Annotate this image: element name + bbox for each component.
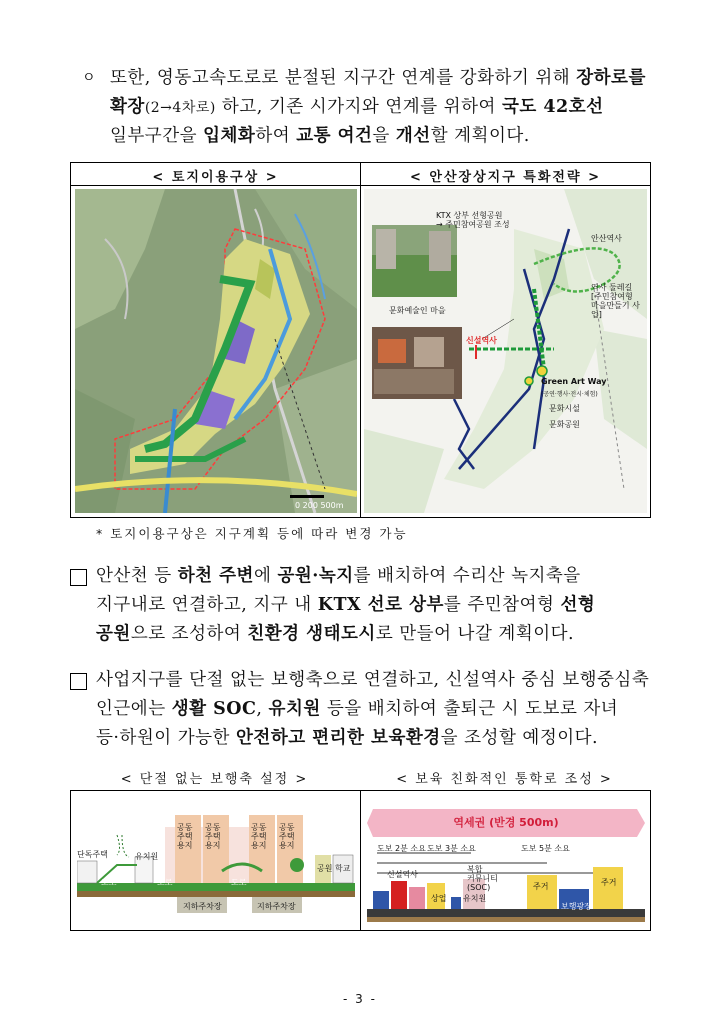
figure1-right-title: < 안산장상지구 특화전략 >	[410, 170, 601, 185]
label-complex-soc: 복합 커뮤니티 (SOC)	[467, 865, 498, 892]
label-road-3: 도로	[231, 878, 247, 887]
land-use-map	[75, 189, 357, 513]
label-green-art-way: Green Art Way	[541, 377, 607, 386]
label-new-station: 신설역사	[466, 336, 497, 345]
para1-line3: 일부구간을 입체화하여 교통 여건을 개선할 계획이다.	[110, 126, 530, 146]
figure-land-use	[70, 162, 651, 518]
map-scale-label: 0 200 500m	[295, 501, 344, 510]
para1-line2: 확장(2→4차로) 하고, 기존 시가지와 연계를 위하여 국도 42호선	[110, 97, 604, 117]
label-station: 안산역사	[591, 234, 622, 243]
label-kinder: 유치원	[135, 852, 159, 861]
label-apartment-2: 공동주택용지	[205, 823, 221, 850]
station-area-banner: 역세권 (반경 500m)	[453, 816, 559, 829]
label-ktx-park: KTX 상부 선형공원 → 주민참여공원 조성	[436, 211, 510, 229]
label-kinder: 유치원	[463, 894, 487, 903]
label-apartment-4: 공동주택용지	[279, 823, 295, 850]
label-house-2: 주거	[601, 878, 617, 887]
label-culture-park: 문화공원	[549, 420, 580, 429]
figure-note: * 토지이용구상은 지구계획 등에 따라 변경 가능	[96, 526, 408, 541]
label-walkway: 역사 둘레길 [주민참여형 마을만들기 사업]	[591, 283, 640, 319]
label-school: 학교	[335, 864, 351, 873]
figure-walkway	[70, 790, 651, 931]
label-art-village: 문화예술인 마을	[389, 306, 446, 315]
round-bullet: ㅇ	[82, 70, 97, 86]
figure2-right-title: < 보육 친화적인 통학로 조성 >	[396, 772, 613, 787]
label-house: 단독주택	[77, 850, 108, 859]
label-culture-facility: 문화시설	[549, 404, 580, 413]
paragraph-2: 안산천 등 하천 주변에 공원·녹지를 배치하여 수리산 녹지축을 지구내로 연결하고, 지구 내 KTX 선로 상부를 주민참여형 선형 공원으로 조성하여 친환경 생태도시로 만들어 나갈 계획이다.	[96, 566, 596, 644]
label-parking-2: 지하주차장	[257, 902, 296, 911]
paragraph-3: 사업지구를 단절 없는 보행축으로 연결하고, 신설역사 중심 보행중심축 인근에는 생활 SOC, 유치원 등을 배치하여 출퇴근 시 도보로 자녀 등·하원이 가능한 안전하고 편리한 보육환경을 조성할 예정이다.	[96, 670, 650, 748]
label-house-1: 주거	[533, 882, 549, 891]
figure2-left-title: < 단절 없는 보행축 설정 >	[120, 772, 309, 787]
label-road-2: 도로	[157, 878, 173, 887]
label-apartment-3: 공동주택용지	[251, 823, 267, 850]
label-walk-3min: 도보 3분 소요	[427, 844, 476, 853]
para1-line1: 또한, 영동고속도로로 분절된 지구간 연계를 강화하기 위해 장하로를	[110, 68, 646, 88]
checkbox-square	[70, 569, 87, 586]
label-plaza: 보행광장	[561, 902, 592, 911]
page-number: - 3 -	[343, 992, 377, 1006]
figure1-left-title: < 토지이용구상 >	[152, 170, 279, 185]
label-walk-2min: 도보 2분 소요	[377, 844, 426, 853]
label-road-1: 도로	[101, 878, 117, 887]
label-shop: 상업	[431, 894, 447, 903]
label-park: 공원	[317, 864, 333, 873]
label-green-art-sub: (공연·행사·전시·체험)	[541, 391, 598, 398]
label-parking-1: 지하주차장	[183, 902, 222, 911]
label-apartment-1: 공동주택용지	[177, 823, 193, 850]
label-walk-5min: 도보 5분 소요	[521, 844, 570, 853]
label-new-station: 신설역사	[387, 870, 418, 879]
checkbox-square	[70, 673, 87, 690]
